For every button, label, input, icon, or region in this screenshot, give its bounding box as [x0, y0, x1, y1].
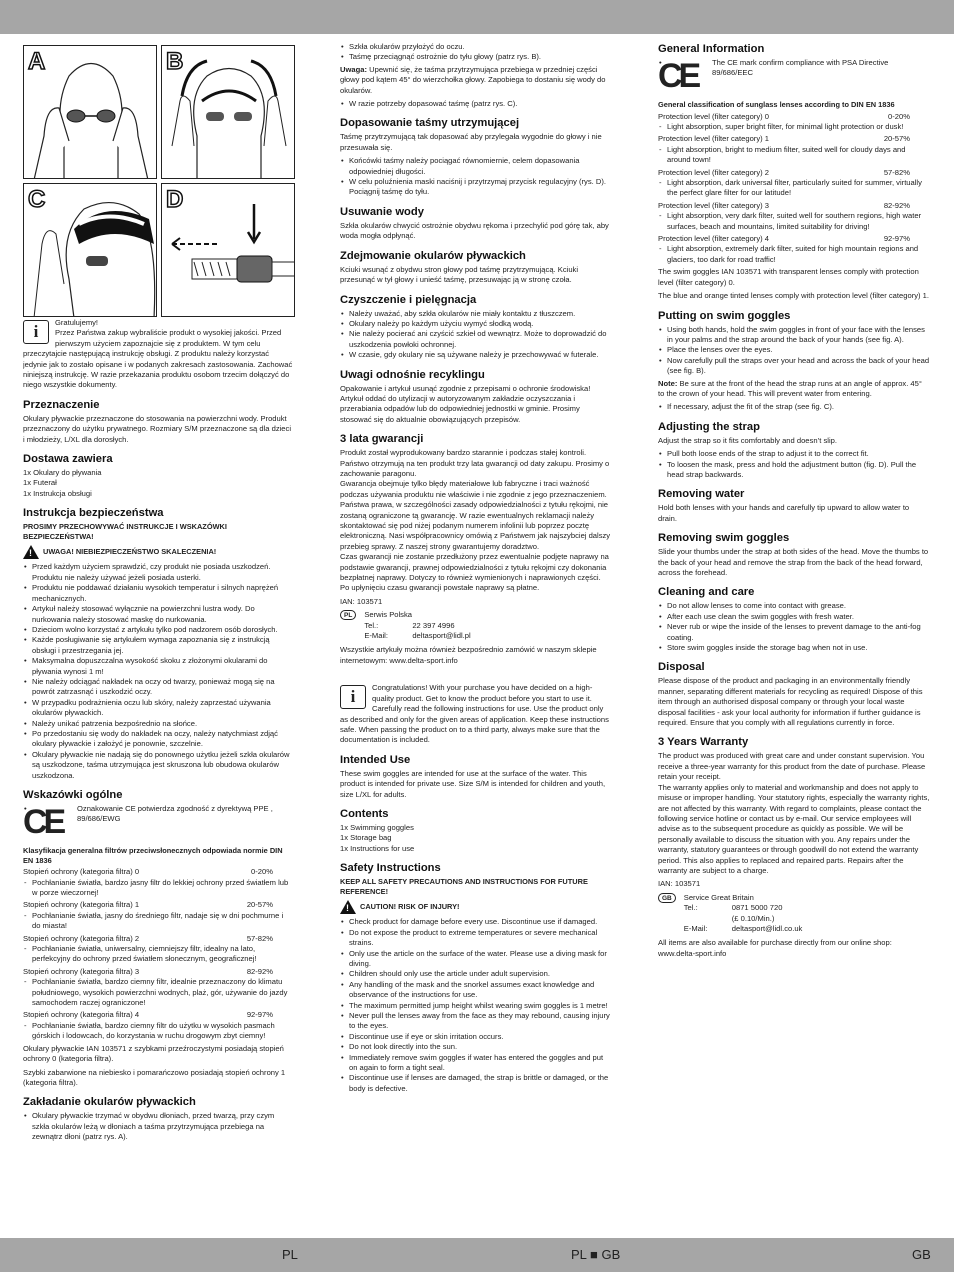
- filter-range: 0-20%: [888, 111, 910, 121]
- pl-service: [340, 610, 612, 641]
- gb-service: [658, 893, 930, 935]
- gb-filter-note-1: The swim goggles IAN 103571 with transparent lenses comply with protection level (filter category) 0.: [658, 267, 919, 287]
- list-item: • Discontinue use if lenses are damaged, the strap is brittle or damaged, or the body is defective.: [340, 1073, 612, 1094]
- filter-desc: - Light absorption, super bright filter, for minimal light protection or dusk!: [658, 122, 930, 132]
- gb-warranty-heading: 3 Years Warranty: [658, 736, 749, 749]
- filter-desc: - Pochłanianie światła, uniwersalny, ciemniejszy filtr, idealny na lato, perfekcyjny do ochrony przed światłem słonecznym, geograficznej!: [23, 944, 293, 965]
- service-name: Serwis Polska: [364, 610, 412, 620]
- gb-remove-heading: Removing swim goggles: [658, 532, 790, 545]
- list-item: • Check product for damage before every use. Discontinue use if damaged.: [340, 917, 612, 927]
- list-item: • Należy unikać patrzenia bezpośrednio na słońce.: [23, 719, 293, 729]
- filter-range: 57-82%: [883, 167, 910, 177]
- list-item: • Maksymalna dopuszczalna wysokość skoku z złożonymi okularami do pływania wynosi 1 m!: [23, 656, 293, 677]
- gb-online: All items are also available for purchase directly from our online shop: www.delta-sport.info: [658, 938, 892, 958]
- gb-filter-heading: General classification of sunglass lenses according to DIN EN 1836: [658, 100, 895, 109]
- gb-remove: Slide your thumbs under the strap at both sides of the head. Move the thumbs to the back of your head and remove the strap from the back of the head forward, across the forehead.: [658, 547, 929, 577]
- list-item: • Artykuł należy stosować wyłącznie na powierzchni lustra wody. Do nurkowania należy stosować maskę do nurkowania.: [23, 604, 293, 625]
- filter-label: Stopień ochrony (kategoria filtra) 0: [23, 867, 140, 877]
- filter-range: 92-97%: [246, 1010, 273, 1020]
- gb-intro: Congratulations! With your purchase you have decided on a high-quality product. Get to know the product before you start to use it. Carefully read the following instructions for use. Use the product only as described and only for the given areas of application. Keep these instructions safe. When passing the product on to a third party, always make sure that the documentation is included.: [340, 683, 609, 745]
- figure-a-label: A: [28, 48, 46, 75]
- list-item: • Po przedostaniu się wody do nakładek na oczy, należy natychmiast zdjąć okulary pływackie i założyć je ponownie, szczelnie.: [23, 729, 293, 750]
- filter-label: Stopień ochrony (kategoria filtra) 3: [23, 966, 140, 976]
- list-item: 1x Instructions for use: [340, 843, 415, 853]
- list-item: • If necessary, adjust the fit of the strap (see fig. C).: [658, 402, 930, 412]
- email-label: E-Mail:: [364, 631, 388, 641]
- warning-icon: [23, 545, 39, 559]
- gb-use-heading: Intended Use: [340, 753, 411, 766]
- pl-intro: Gratulujemy! Przez Państwa zakup wybraliście produkt o wysokiej jakości. Przed pierwszym użyciem zapoznajcie się z produktem. W tym celu przeczytajcie następującą instrukcję obsługi. Z produktu należy korzystać jedynie jak to zostało opisane i w podanych zakresach zastosowania. Zachować niniejszą instrukcję. W razie przekazania produktu osobom trzecim dołączyć do niego wszystkie dokumenty.: [23, 318, 293, 390]
- pl-delivery-list: [23, 468, 293, 499]
- list-item: • Każde posługiwanie się artykułem wymaga zapoznania się z instrukcją obsługi i przestrzegania jej.: [23, 635, 293, 656]
- country-badge: GB: [658, 893, 676, 903]
- footer-center: PL ■ GB: [571, 1247, 621, 1262]
- gb-warranty: The product was produced with great care and under constant supervision. You receive a three-year warranty for this product from the date of purchase. Please retain your receipt. The warranty applies only to material and workmanship and does not apply to misuse or improper handling. Your statutory rights, especially the warranty rights, are not affected by this warranty. With regard to complaints, please contact the following service hotline or contact us by e-mail. Our service employees will advise as to the subsequent procedure as quickly as possible. We will be personally available to discuss the situation with you. Any repairs under the warranty, statutory guarantees or through goodwill do not extend the warranty period. This also applies to replaced and repaired parts. Repairs after the warranty are subject to a charge.: [658, 751, 930, 875]
- gb-contents-heading: Contents: [340, 807, 389, 820]
- tel-label: Tel.:: [364, 620, 379, 630]
- list-item: • Okulary należy po każdym użyciu wymyć słodką wodą.: [340, 319, 612, 329]
- pl-purpose-heading: Przeznaczenie: [23, 398, 100, 411]
- list-item: • Place the lenses over the eyes.: [658, 345, 930, 355]
- pl-filter-heading: Klasyfikacja generalna filtrów przeciwsłonecznych odpowiada normie DIN EN 1836: [23, 846, 283, 865]
- filter-range: 82-92%: [246, 966, 273, 976]
- gb-adjust: Adjust the strap so it fits comfortably and doesn’t slip.: [658, 435, 837, 445]
- tel-value: 22 397 4996: [412, 620, 455, 630]
- figure-c-label: C: [28, 186, 46, 213]
- pl-filter-note-2: Szybki zabarwione na niebiesko i pomarańczowo posiadają stopień ochrony 1 (kategoria filtra).: [23, 1067, 286, 1087]
- pl-ian: IAN: 103571: [340, 596, 383, 606]
- note-label: Note:: [658, 378, 678, 388]
- list-item: • W przypadku podrażnienia oczu lub skóry, należy zaprzestać używania okularów pływackich.: [23, 698, 293, 719]
- pl-water: Szkła okularów chwycić ostrożnie obydwu rękoma i przechylić pod górę tak, aby woda mogła odpłynąć.: [340, 220, 609, 241]
- gb-ian: IAN: 103571: [658, 879, 701, 889]
- filter-range: 20-57%: [246, 900, 273, 910]
- country-badge: PL: [340, 610, 356, 620]
- list-item: • Przed każdym użyciem sprawdzić, czy produkt nie posiada uszkodzeń. Produktu nie należy używać jeżeli posiada usterki.: [23, 562, 293, 583]
- list-item: • Należy uważać, aby szkła okularów nie miały kontaktu z tłuszczem.: [340, 309, 612, 319]
- ce-mark-icon: CE: [23, 804, 63, 841]
- gb-use: These swim goggles are intended for use at the surface of the water. This product is intended for private use. Size S/M is intended for children and youth, size L/XL for adults.: [340, 768, 606, 799]
- filter-desc: - Light absorption, dark universal filter, particularly suited for summer, virtually the perfect glare filter for our latitude!: [658, 178, 930, 199]
- filter-range: 82-92%: [883, 200, 910, 210]
- column-pl-1: [23, 318, 293, 1234]
- list-item: 1x Futerał: [23, 478, 57, 488]
- pl-adjust-heading: Dopasowanie taśmy utrzymującej: [340, 117, 520, 130]
- pl-puton-note: [340, 65, 612, 96]
- gb-filter-list: [658, 112, 930, 266]
- gb-safety-sub: KEEP ALL SAFETY PRECAUTIONS AND INSTRUCTIONS FOR FUTURE REFERENCE!: [340, 877, 588, 896]
- list-item: • W czasie, gdy okulary nie są używane należy je przechowywać w futerale.: [340, 350, 612, 360]
- list-item: • Children should only use the article under adult supervision.: [340, 969, 612, 979]
- filter-range: 57-82%: [246, 933, 273, 943]
- gb-adjust-heading: Adjusting the strap: [658, 420, 760, 433]
- column-2: [340, 42, 612, 1232]
- list-item: • The maximum permitted jump height whilst wearing swim goggles is 1 metre!: [340, 1001, 612, 1011]
- gb-ce-block: [658, 58, 930, 96]
- gb-safety-heading: Safety Instructions: [340, 862, 441, 875]
- figure-a: [23, 45, 157, 179]
- filter-desc: - Pochłanianie światła, bardzo jasny filtr do lekkiej ochrony przed światłem lub w porze wieczornej!: [23, 878, 293, 899]
- pl-ce-text: • Oznakowanie CE potwierdza zgodność z dyrektywą PPE , 89/686/EWG: [23, 804, 293, 825]
- instruction-figures: [23, 45, 297, 315]
- ce-mark-icon: CE: [658, 58, 698, 95]
- pl-warranty-heading: 3 lata gwarancji: [340, 433, 424, 446]
- warning-text: UWAGA! NIEBIEZPIECZEŃSTWO SKALECZENIA!: [43, 547, 217, 557]
- list-item: 1x Okulary do pływania: [23, 468, 102, 478]
- gb-clean-heading: Cleaning and care: [658, 586, 755, 599]
- list-item: • Szkła okularów przyłożyć do oczu.: [340, 42, 612, 52]
- gb-puton-note: [658, 379, 930, 400]
- list-item: • Pull both loose ends of the strap to adjust it to the correct fit.: [658, 449, 930, 459]
- gb-ce-text: • The CE mark confirm compliance with PSA Directive 89/686/EEC: [658, 58, 930, 79]
- note-text: Be sure at the front of the head the strap runs at an angle of approx. 45° to the crown of your head. This will prevent water from entering.: [658, 378, 922, 398]
- top-bar: [0, 0, 954, 34]
- list-item: • Store swim goggles inside the storage bag when not in use.: [658, 643, 930, 653]
- pl-purpose: Okulary pływackie przeznaczone do stosowania na powierzchni wody. Produkt przeznaczony do użytku prywatnego. Rozmiary S/M przeznaczone są dla dzieci i młodzieży, L/XL dla dorosłych.: [23, 413, 292, 444]
- list-item: • To loosen the mask, press and hold the adjustment button (fig. D). Pull the head strap backwards.: [658, 460, 930, 481]
- list-item: • Końcówki taśmy należy pociągać równomiernie, celem dopasowania odpowiedniej długości.: [340, 156, 612, 177]
- list-item: • Do not expose the product to extreme temperatures or severe mechanical strains.: [340, 928, 612, 949]
- pl-puton-heading: Zakładanie okularów pływackich: [23, 1096, 196, 1109]
- pl-adjust: Taśmę przytrzymującą tak dopasować aby przylegała wygodnie do głowy i nie przesuwała się.: [340, 132, 602, 152]
- pl-remove-heading: Zdejmowanie okularów pływackich: [340, 249, 526, 262]
- tel-value: 0871 5000 720: [731, 903, 783, 913]
- gb-safety-list: [340, 917, 612, 1094]
- list-item: • Produktu nie poddawać działaniu wysokich temperatur i silnych naprężeń mechanicznych.: [23, 583, 293, 604]
- pl-remove: Kciuki wsunąć z obydwu stron głowy pod taśmę przytrzymującą. Kciuki przesunąć w tył głowy i unieść taśmę, przesuwając ją w stronę czoła.: [340, 264, 579, 285]
- gb-disposal: Please dispose of the product and packaging in an environmentally friendly manner, separating different materials for recycling as required! Dispose of this item through an authorised disposal company or through your local waste disposal facilities - ask your local authority for information if further guidance is required. Ensure that you comply with all regulations currently in force.: [658, 676, 923, 728]
- filter-label: Stopień ochrony (kategoria filtra) 2: [23, 933, 140, 943]
- warning-text: CAUTION! RISK OF INJURY!: [360, 902, 460, 912]
- list-item: • Okulary pływackie trzymać w obydwu dłoniach, przed twarzą, przy czym szkła okularów leżą w dłoniach a taśma przytrzymująca przebiega na zewnątrz dłoni (patrz rys. A).: [23, 1111, 293, 1142]
- email-value[interactable]: deltasport@lidl.pl: [412, 631, 471, 641]
- service-name: Service Great Britain: [683, 892, 754, 902]
- email-label: E-Mail:: [683, 923, 708, 933]
- filter-desc: - Light absorption, bright to medium filter, suited well for cloudy days and around town!: [658, 145, 930, 166]
- figure-c: [23, 183, 157, 317]
- pl-general-heading: Wskazówki ogólne: [23, 789, 123, 801]
- filter-label: Protection level (filter category) 4: [658, 234, 769, 244]
- filter-range: 92-97%: [883, 234, 910, 244]
- list-item: • Only use the article on the surface of the water. Please use a diving mask for diving.: [340, 949, 612, 970]
- pl-safety-sub: PROSIMY PRZECHOWYWAĆ INSTRUKCJE I WSKAZÓWKI BEZPIECZEŃSTWA!: [23, 522, 227, 541]
- info-icon: i: [340, 685, 366, 709]
- gb-general-heading: General Information: [658, 43, 765, 55]
- pl-safety-list: [23, 562, 293, 781]
- pl-warning: [23, 545, 293, 559]
- figure-b-label: B: [166, 48, 184, 75]
- list-item: • Nie należy pocierać ani czyścić szkieł od wewnątrz. Może to doprowadzić do uszkodzenia powłoki ochronnej.: [340, 329, 612, 350]
- info-icon: i: [23, 320, 49, 344]
- list-item: • Dzieciom wolno korzystać z artykułu tylko pod nadzorem osób dorosłych.: [23, 625, 293, 635]
- list-item: • Do not look directly into the sun.: [340, 1042, 612, 1052]
- filter-label: Stopień ochrony (kategoria filtra) 1: [23, 900, 140, 910]
- filter-label: Protection level (filter category) 3: [658, 200, 769, 210]
- filter-desc: - Pochłanianie światła, bardzo ciemny filtr, idealnie przeznaczony do klimatu południowego, wysokich powierzchni wodnych, plaż, gór, używanie do jazdy samochodem raczej ograniczone!: [23, 977, 293, 1008]
- filter-label: Protection level (filter category) 1: [658, 134, 769, 144]
- note-label: Uwaga:: [340, 64, 368, 74]
- pl-recycle: Opakowanie i artykuł usunąć zgodnie z przepisami o ochronie środowiska! Artykuł oddać do utylizacji w autoryzowanym zakładzie oczyszczania i przerabiania odpadów lub do odpowiedniej jednostki w gminie. Prosimy stosować się do aktualnie obowiązujących przepisów.: [340, 383, 591, 424]
- footer-bar: [0, 1238, 954, 1272]
- list-item: • Any handling of the mask and the snorkel assumes exact knowledge and observance of the instructions for use.: [340, 980, 612, 1001]
- figure-b: [161, 45, 295, 179]
- list-item: 1x Instrukcja obsługi: [23, 488, 92, 498]
- warning-icon: [340, 900, 356, 914]
- pl-online: Wszystkie artykuły można również bezpośrednio zamówić w naszym sklepie internetowym: www.delta-sport.info: [340, 645, 597, 665]
- pl-filter-list: [23, 867, 293, 1042]
- list-item: • Discontinue use if eye or skin irritation occurs.: [340, 1032, 612, 1042]
- pl-delivery-heading: Dostawa zawiera: [23, 453, 113, 466]
- gb-disposal-heading: Disposal: [658, 661, 705, 674]
- list-item: • Taśmę przeciągnąć ostrożnie do tyłu głowy (patrz rys. B).: [340, 52, 612, 62]
- filter-desc: - Light absorption, very dark filter, suited well for southern regions, high water surfaces, beach and mountains, limited suitability for driving!: [658, 211, 930, 232]
- pl-filter-note-1: Okulary pływackie IAN 103571 z szybkami przeźroczystymi posiadają stopień ochrony 0 (kategoria filtra).: [23, 1043, 284, 1064]
- list-item: • After each use clean the swim goggles with fresh water.: [658, 612, 930, 622]
- list-item: • Immediately remove swim goggles if water has entered the goggles and put on again to form a tight seal.: [340, 1053, 612, 1074]
- gb-contents-list: [340, 823, 612, 854]
- filter-label: Protection level (filter category) 2: [658, 167, 769, 177]
- pl-recycle-heading: Uwagi odnośnie recyklingu: [340, 368, 485, 381]
- note-text: Upewnić się, że taśma przytrzymująca przebiega w przedniej części głowy pod kątem 45° do wierzchołka głowy. Zapobiega to dostaniu się wody do okularów.: [340, 64, 606, 95]
- list-item: • Do not allow lenses to come into contact with grease.: [658, 601, 930, 611]
- gb-water: Hold both lenses with your hands and carefully tip upward to allow water to drain.: [658, 503, 910, 523]
- filter-desc: - Light absorption, extremely dark filter, suited for high mountain regions and glaciers, too dark for road traffic!: [658, 244, 930, 265]
- list-item: • W celu poluźnienia maski naciśnij i przytrzymaj przycisk regulacyjny (rys. D). Pociągnij taśmę do tyłu.: [340, 177, 612, 198]
- list-item: • Using both hands, hold the swim goggles in front of your face with the lenses in your palms and the strap around the back of your hands (see fig. A).: [658, 325, 930, 346]
- list-item: • W razie potrzeby dopasować taśmę (patrz rys. C).: [340, 99, 612, 109]
- footer-right: GB: [912, 1247, 931, 1262]
- list-item: 1x Storage bag: [340, 833, 392, 843]
- column-gb: [658, 42, 930, 1232]
- gb-filter-note-2: The blue and orange tinted lenses comply with protection level (filter category) 1.: [658, 291, 929, 301]
- list-item: 1x Swimming goggles: [340, 822, 414, 832]
- tel-label: Tel.:: [683, 903, 698, 913]
- filter-range: 20-57%: [883, 134, 910, 144]
- email-value[interactable]: deltasport@lidl.co.uk: [731, 923, 803, 933]
- figure-d-label: D: [166, 186, 184, 213]
- pl-safety-heading: Instrukcja bezpieczeństwa: [23, 507, 164, 520]
- gb-water-heading: Removing water: [658, 488, 745, 501]
- footer-left: PL: [282, 1247, 298, 1262]
- filter-label: Protection level (filter category) 0: [658, 111, 769, 121]
- list-item: • Now carefully pull the straps over your head and across the back of your head (see fig. B).: [658, 356, 930, 377]
- filter-desc: - Pochłanianie światła, bardzo ciemny filtr do użytku w wysokich pasmach górskich i lodowcach, do korzystania w ruchu drogowym zbyt ciemny!: [23, 1021, 293, 1042]
- filter-range: 0-20%: [251, 867, 273, 877]
- gb-puton-heading: Putting on swim goggles: [658, 309, 791, 322]
- figure-d: [161, 183, 295, 317]
- filter-desc: - Pochłanianie światła, jasny do średniego filtr, nadaje się w dni pochmurne i do miasta!: [23, 911, 293, 932]
- pl-clean-heading: Czyszczenie i pielęgnacja: [340, 293, 477, 306]
- list-item: • Never pull the lenses away from the face as they may rebound, causing injury to the eyes.: [340, 1011, 612, 1032]
- filter-label: Stopień ochrony (kategoria filtra) 4: [23, 1010, 140, 1020]
- list-item: • Nie należy odciągać nakładek na oczy od twarzy, ponieważ mogą się na powrót zatrzasnąć i uszkodzić oczy.: [23, 677, 293, 698]
- pl-water-heading: Usuwanie wody: [340, 205, 424, 218]
- pl-ce-block: [23, 804, 293, 842]
- list-item: • Okulary pływackie nie nadają się do ponownego użytku jeżeli szkła okularów są uszkodzone, taśma utrzymująca jest skruszona lub obudowa okularów uszkodzona.: [23, 750, 293, 781]
- list-item: • Never rub or wipe the inside of the lenses to prevent damage to the anti-fog coating.: [658, 622, 930, 643]
- tel-rate: (£ 0.10/Min.): [731, 913, 775, 923]
- pl-warranty: Produkt został wyprodukowany bardzo starannie i podczas stałej kontroli. Państwo otrzymują na ten produkt trzy lata gwarancji od daty zakupu. Prosimy o zachowanie paragonu. Gwarancja obejmuje tylko błędy materiałowe lub fabryczne i traci ważność podczas używania produktu nie właściwie i nie zgodnie z jego przeznaczeniem. Państwa prawa, w szczególności zasady odpowiedzialności z tytułu rękojmi, nie zostaną ograniczone tą gwarancję. W razie ewentualnych reklamacji należy skontaktować się pod niżej podanym numerem infolinii lub poprzez pocztę elektroniczną. Nasi współpracownicy omówią z Państwem jak najszybciej dalszy przebieg sprawy. Z naszej strony gwarantujemy doradztwo. Czas gwarancji nie zostanie przedłużony przez ewentualnie podjęte naprawy na podstawie gwarancji, prawnej odpowiedzialności z tytułu rękojmi czy dokonania bezpłatnej naprawy. Dotyczy to również wymienionych i naprawionych części. Po upłynięciu czasu gwarancji powstałe naprawy są płatne.: [340, 448, 611, 593]
- gb-warning: [340, 900, 612, 914]
